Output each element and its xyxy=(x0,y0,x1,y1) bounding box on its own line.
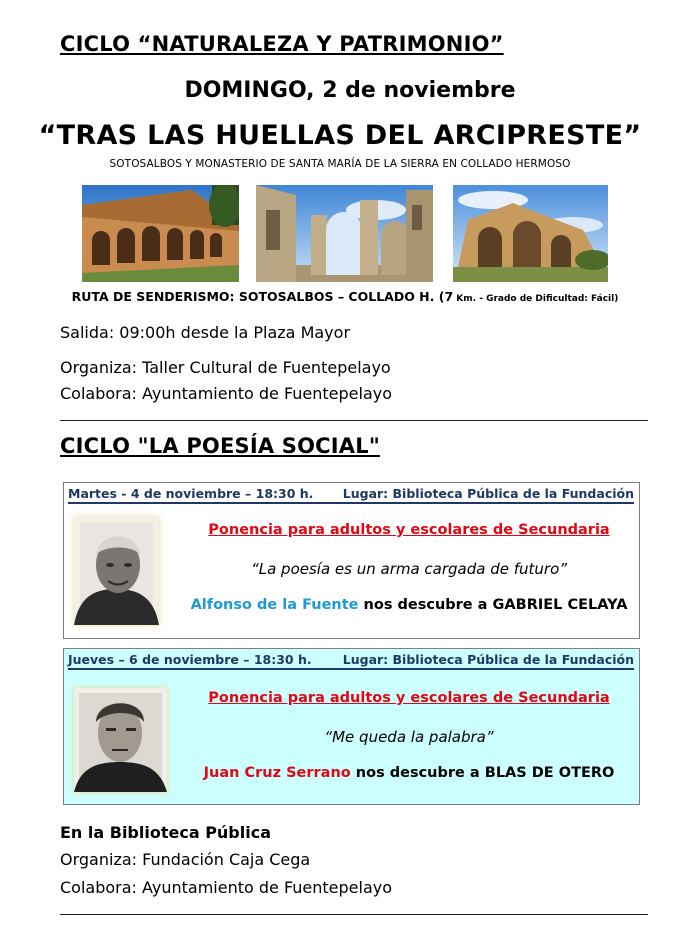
route-main: RUTA DE SENDERISMO: SOTOSALBOS – COLLADO H. (7 xyxy=(71,289,454,304)
event-date: DOMINGO, 2 de noviembre xyxy=(184,78,516,103)
section-divider xyxy=(60,914,648,915)
departure-info: Salida: 09:00h desde la Plaza Mayor xyxy=(60,323,351,342)
cycle-title-poetry: CICLO "LA POESÍA SOCIAL" xyxy=(60,434,380,458)
organizer-info: Organiza: Fundación Caja Cega xyxy=(60,850,311,869)
photo-stone-ruins xyxy=(453,185,608,282)
talk-audience: Ponencia para adultos y escolares de Secundaria xyxy=(208,522,610,538)
speaker-connector: nos descubre a xyxy=(358,597,493,613)
speaker-name: Alfonso de la Fuente xyxy=(190,597,359,613)
poet-name: GABRIEL CELAYA xyxy=(492,597,628,613)
talk-card-celaya xyxy=(63,482,640,639)
talk-header xyxy=(68,652,634,670)
photo-romanesque-church xyxy=(82,185,239,282)
talk-quote: “La poesía es un arma cargada de futuro” xyxy=(250,560,568,578)
photo-monastery-ruins xyxy=(256,185,433,282)
speaker-connector: nos descubre a xyxy=(350,765,485,781)
route-details: Km. - Grado de Dificultad: Fácil) xyxy=(453,294,619,304)
talk-speaker-line xyxy=(189,597,629,613)
talk-header xyxy=(68,486,634,504)
talk-speaker-line xyxy=(189,765,629,781)
poet-name: BLAS DE OTERO xyxy=(484,765,615,781)
talk-date-time: Jueves – 6 de noviembre – 18:30 h. xyxy=(68,652,312,667)
collaborator-info: Colabora: Ayuntamiento de Fuentepelayo xyxy=(60,384,393,403)
talk-audience: Ponencia para adultos y escolares de Secundaria xyxy=(208,690,610,706)
event-subtitle: SOTOSALBOS Y MONASTERIO DE SANTA MARÍA DE LA SIERRA EN COLLADO HERMOSO xyxy=(109,158,571,170)
collaborator-info: Colabora: Ayuntamiento de Fuentepelayo xyxy=(60,878,393,897)
speaker-name: Juan Cruz Serrano xyxy=(203,765,351,781)
library-heading: En la Biblioteca Pública xyxy=(60,823,272,842)
cycle-title-nature: CICLO “NATURALEZA Y PATRIMONIO” xyxy=(60,32,504,56)
portrait-gabriel-celaya xyxy=(74,517,159,625)
talk-place: Lugar: Biblioteca Pública de la Fundación xyxy=(342,486,634,501)
event-title: “TRAS LAS HUELLAS DEL ARCIPRESTE” xyxy=(38,120,642,151)
organizer-info: Organiza: Taller Cultural de Fuentepelayo xyxy=(60,358,391,377)
portrait-blas-de-otero xyxy=(74,688,167,792)
talk-card-otero xyxy=(63,648,640,805)
route-description xyxy=(0,289,690,304)
section-divider xyxy=(60,420,648,421)
talk-date-time: Martes - 4 de noviembre – 18:30 h. xyxy=(68,486,314,501)
talk-quote: “Me queda la palabra” xyxy=(324,728,494,746)
talk-place: Lugar: Biblioteca Pública de la Fundación xyxy=(342,652,634,667)
